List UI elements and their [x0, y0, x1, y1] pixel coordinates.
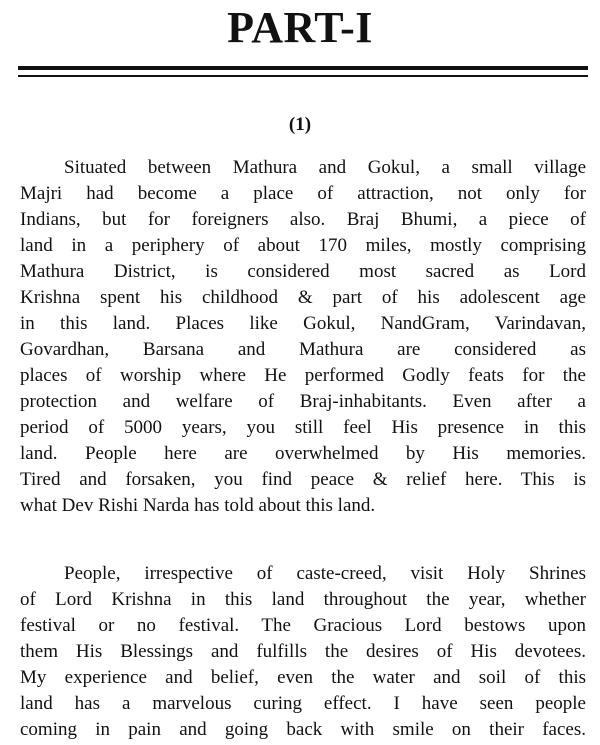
paragraph-line: coming in pain and going back with smile on their faces. — [20, 719, 586, 740]
paragraph-line: My experience and belief, even the water and soil of this — [20, 667, 586, 688]
heading-rule-thin — [18, 75, 588, 77]
heading-rule-thick — [18, 66, 588, 70]
paragraph-line: them His Blessings and fulfills the desires of His devotees. — [20, 641, 586, 662]
paragraph-line: Krishna spent his childhood & part of his adolescent age — [20, 287, 586, 308]
part-title: PART-I — [227, 3, 373, 52]
paragraph-line: Situated between Mathura and Gokul, a small village — [64, 157, 586, 178]
section-number: (1) — [288, 114, 312, 135]
paragraph-line: period of 5000 years, you still feel His presence in this — [20, 417, 586, 438]
paragraph-line: festival or no festival. The Gracious Lord bestows upon — [20, 615, 586, 636]
paragraph-line: land. People here are overwhelmed by His memories. — [20, 443, 586, 464]
paragraph-line: what Dev Rishi Narda has told about this land. — [20, 495, 376, 516]
paragraph-1 — [20, 155, 586, 519]
paragraph-line: land has a marvelous curing effect. I have seen people — [20, 693, 586, 714]
paragraph-line: protection and welfare of Braj-inhabitants. Even after a — [20, 391, 586, 412]
paragraph-line: Indians, but for foreigners also. Braj Bhumi, a piece of — [20, 209, 586, 230]
paragraph-line: in this land. Places like Gokul, NandGram, Varindavan, — [20, 313, 586, 334]
paragraph-2 — [20, 561, 586, 743]
paragraph-line: places of worship where He performed Godly feats for the — [20, 365, 586, 386]
paragraph-line: Tired and forsaken, you find peace & relief here. This is — [20, 469, 586, 490]
paragraph-line: Govardhan, Barsana and Mathura are considered as — [20, 339, 586, 360]
paragraph-line: Majri had become a place of attraction, not only for — [20, 183, 586, 204]
paragraph-line: of Lord Krishna in this land throughout the year, whether — [20, 589, 586, 610]
paragraph-line: People, irrespective of caste-creed, visit Holy Shrines — [64, 563, 586, 584]
paragraph-line: Mathura District, is considered most sacred as Lord — [20, 261, 586, 282]
paragraph-line: land in a periphery of about 170 miles, mostly comprising — [20, 235, 586, 256]
